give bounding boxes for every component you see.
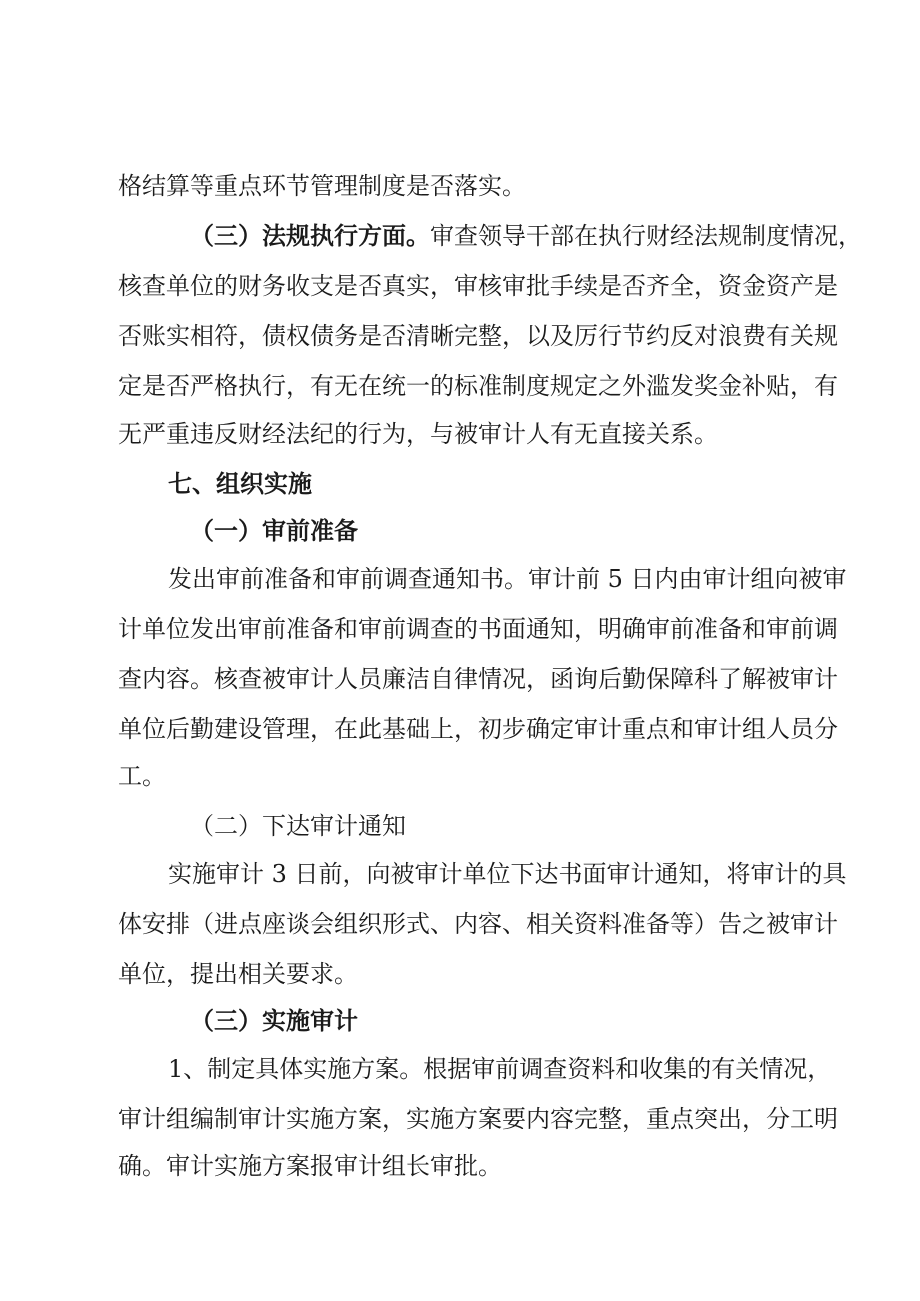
- subsection-heading: （一）审前准备: [190, 517, 358, 545]
- paragraph-line: 实施审计 3 日前，向被审计单位下达书面审计通知，将审计的具: [168, 860, 847, 888]
- paragraph-line: 计单位发出审前准备和审前调查的书面通知，明确审前准备和审前调: [118, 615, 838, 643]
- paragraph-line: 体安排（进点座谈会组织形式、内容、相关资料准备等）告之被审计: [118, 910, 838, 938]
- paragraph-line: 1、制定具体实施方案。根据审前调查资料和收集的有关情况，: [168, 1055, 832, 1083]
- paragraph-line: 单位后勤建设管理，在此基础上，初步确定审计重点和审计组人员分: [118, 715, 838, 743]
- paragraph-line: 否账实相符，债权债务是否清晰完整，以及厉行节约反对浪费有关规: [118, 322, 838, 350]
- paragraph-line: 无严重违反财经法纪的行为，与被审计人有无直接关系。: [118, 420, 718, 448]
- paragraph-line: 查内容。核查被审计人员廉洁自律情况，函询后勤保障科了解被审计: [118, 665, 838, 693]
- paragraph-line: [190, 210, 862, 262]
- paragraph-line: 格结算等重点环节管理制度是否落实。: [118, 172, 526, 200]
- paragraph-line: 审计组编制审计实施方案，实施方案要内容完整，重点突出，分工明: [118, 1105, 838, 1133]
- paragraph-line: 定是否严格执行，有无在统一的标准制度规定之外滥发奖金补贴，有: [118, 372, 838, 400]
- paragraph-line: 工。: [118, 762, 166, 790]
- section-heading: 七、组织实施: [168, 470, 312, 498]
- paragraph-line: 发出审前准备和审前调查通知书。审计前 5 日内由审计组向被审: [168, 565, 847, 593]
- subsection-heading: （二）下达审计通知: [190, 812, 406, 840]
- paragraph-line: 单位，提出相关要求。: [118, 960, 358, 988]
- paragraph-text: 审查领导干部在执行财经法规制度情况，: [430, 222, 862, 250]
- subsection-heading: （三）实施审计: [190, 1007, 358, 1035]
- paragraph-line: 确。审计实施方案报审计组长审批。: [118, 1152, 502, 1180]
- section-lead: （三）法规执行方面。: [190, 222, 430, 250]
- paragraph-line: 核查单位的财务收支是否真实，审核审批手续是否齐全，资金资产是: [118, 272, 838, 300]
